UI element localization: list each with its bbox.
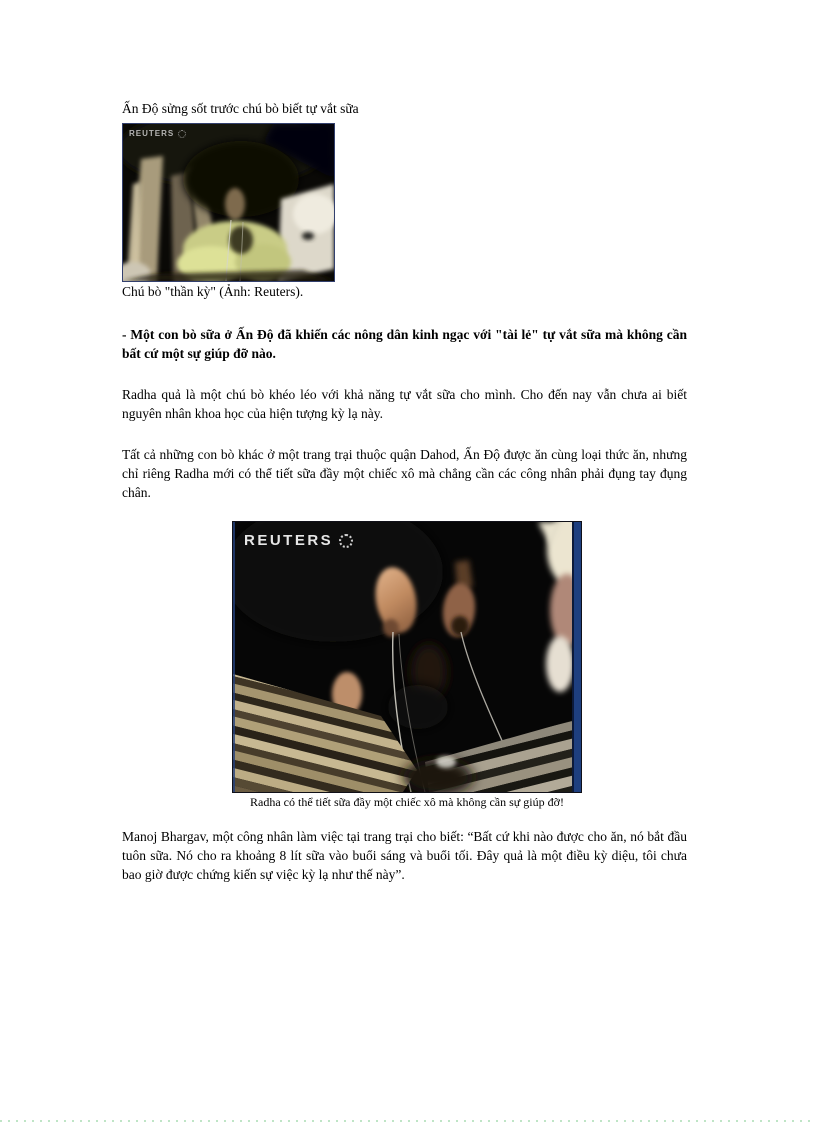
cow-video-still-2 [232, 521, 582, 793]
reuters-globe-icon [178, 130, 186, 138]
figure1-caption: Chú bò "thần kỳ" (Ảnh: Reuters). [122, 284, 304, 299]
article [122, 99, 687, 884]
reuters-logo-text: REUTERS [244, 532, 334, 549]
figure-cow-still-large [232, 521, 582, 810]
cow-udder-scene-large [233, 522, 581, 792]
cow-video-still-1 [122, 123, 335, 282]
page-break-divider [0, 1120, 816, 1122]
figure2-caption: Radha có thể tiết sữa đầy một chiếc xô mà không cần sự giúp đỡ! [250, 795, 564, 809]
page-title: Ấn Độ sửng sốt trước chú bò biết tự vắt sữa [122, 101, 359, 116]
figure-cow-still-small [122, 123, 687, 301]
reuters-logo [244, 532, 353, 549]
paragraph-2: Tất cả những con bò khác ở một trang trại thuộc quận Dahod, Ấn Độ được ăn cùng loại thức ăn, nhưng chỉ riêng Radha mới có thể tiết sữa đầy một chiếc xô mà chẳng cần các công nhân phải đụng tay đụng chân. [122, 447, 687, 500]
lead-paragraph: - Một con bò sữa ở Ấn Độ đã khiến các nông dân kinh ngạc với "tài lẻ" tự vắt sữa mà không cần bất cứ một sự giúp đỡ nào. [122, 327, 687, 361]
paragraph-3: Manoj Bhargav, một công nhân làm việc tại trang trại cho biết: “Bất cứ khi nào được cho ăn, nó bắt đầu tuôn sữa. Nó cho ra khoảng 8 lít sữa vào buổi sáng và buổi tối. Đây quả là một điều kỳ diệu, tôi chưa bao giờ được chứng kiến sự việc kỳ lạ như thế này”. [122, 829, 687, 882]
reuters-logo [129, 129, 186, 138]
reuters-logo-text: REUTERS [129, 129, 175, 138]
cow-udder-scene-small [123, 124, 334, 281]
reuters-globe-icon [339, 534, 353, 548]
paragraph-1: Radha quả là một chú bò khéo léo với khả năng tự vắt sữa cho mình. Cho đến nay vẫn chưa ai biết nguyên nhân khoa học của hiện tượng kỳ lạ này. [122, 387, 687, 421]
